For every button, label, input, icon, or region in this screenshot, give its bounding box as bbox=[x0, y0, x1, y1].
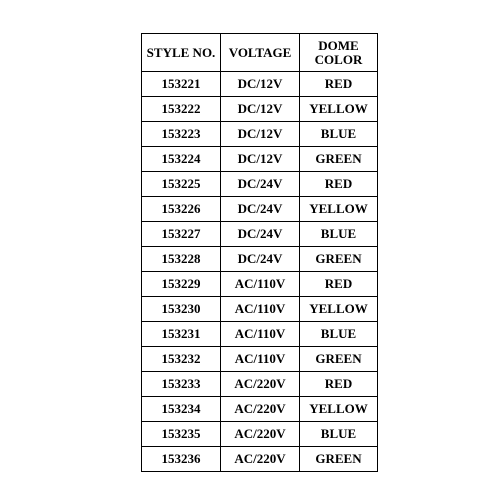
style-no-cell: 153222 bbox=[142, 97, 221, 122]
dome-color-cell: BLUE bbox=[300, 322, 378, 347]
style-no-cell: 153223 bbox=[142, 122, 221, 147]
table-body bbox=[142, 72, 378, 472]
style-no-cell: 153221 bbox=[142, 72, 221, 97]
table-row bbox=[142, 397, 378, 422]
voltage-cell: DC/24V bbox=[221, 197, 300, 222]
dome-color-cell: YELLOW bbox=[300, 397, 378, 422]
table-header bbox=[142, 34, 378, 72]
style-no-cell: 153231 bbox=[142, 322, 221, 347]
dome-color-cell: GREEN bbox=[300, 147, 378, 172]
header-dome-color-line2: COLOR bbox=[314, 51, 363, 67]
style-no-cell: 153235 bbox=[142, 422, 221, 447]
dome-color-cell: YELLOW bbox=[300, 197, 378, 222]
style-no-cell: 153224 bbox=[142, 147, 221, 172]
voltage-cell: AC/220V bbox=[221, 397, 300, 422]
header-voltage: VOLTAGE bbox=[221, 34, 300, 72]
table-row bbox=[142, 272, 378, 297]
voltage-cell: DC/12V bbox=[221, 147, 300, 172]
voltage-cell: DC/12V bbox=[221, 97, 300, 122]
style-no-cell: 153227 bbox=[142, 222, 221, 247]
table-row bbox=[142, 447, 378, 472]
voltage-cell: AC/220V bbox=[221, 422, 300, 447]
table-row bbox=[142, 222, 378, 247]
table-row bbox=[142, 297, 378, 322]
spec-table bbox=[141, 33, 378, 472]
table-row bbox=[142, 122, 378, 147]
style-no-cell: 153228 bbox=[142, 247, 221, 272]
voltage-cell: AC/220V bbox=[221, 372, 300, 397]
style-no-cell: 153225 bbox=[142, 172, 221, 197]
dome-color-cell: YELLOW bbox=[300, 97, 378, 122]
dome-color-cell: RED bbox=[300, 272, 378, 297]
table-row bbox=[142, 322, 378, 347]
voltage-cell: DC/24V bbox=[221, 172, 300, 197]
dome-color-cell: RED bbox=[300, 72, 378, 97]
header-dome-color bbox=[300, 34, 378, 72]
voltage-cell: AC/110V bbox=[221, 347, 300, 372]
table-row bbox=[142, 172, 378, 197]
table-row bbox=[142, 197, 378, 222]
header-dome-color-line1: DOME bbox=[318, 37, 359, 53]
voltage-cell: AC/110V bbox=[221, 297, 300, 322]
table-row bbox=[142, 72, 378, 97]
header-row bbox=[142, 34, 378, 72]
voltage-cell: DC/12V bbox=[221, 122, 300, 147]
dome-color-cell: BLUE bbox=[300, 122, 378, 147]
voltage-cell: AC/110V bbox=[221, 322, 300, 347]
table-row bbox=[142, 247, 378, 272]
table-row bbox=[142, 422, 378, 447]
table-row bbox=[142, 147, 378, 172]
dome-color-cell: BLUE bbox=[300, 422, 378, 447]
voltage-cell: AC/110V bbox=[221, 272, 300, 297]
dome-color-cell: YELLOW bbox=[300, 297, 378, 322]
voltage-cell: AC/220V bbox=[221, 447, 300, 472]
dome-color-cell: GREEN bbox=[300, 447, 378, 472]
header-style-no: STYLE NO. bbox=[142, 34, 221, 72]
table-row bbox=[142, 347, 378, 372]
style-no-cell: 153236 bbox=[142, 447, 221, 472]
style-no-cell: 153229 bbox=[142, 272, 221, 297]
voltage-cell: DC/24V bbox=[221, 247, 300, 272]
voltage-cell: DC/12V bbox=[221, 72, 300, 97]
dome-color-cell: GREEN bbox=[300, 347, 378, 372]
table-row bbox=[142, 97, 378, 122]
dome-color-cell: BLUE bbox=[300, 222, 378, 247]
style-no-cell: 153226 bbox=[142, 197, 221, 222]
style-no-cell: 153234 bbox=[142, 397, 221, 422]
dome-color-cell: RED bbox=[300, 172, 378, 197]
style-no-cell: 153233 bbox=[142, 372, 221, 397]
dome-color-cell: RED bbox=[300, 372, 378, 397]
dome-color-cell: GREEN bbox=[300, 247, 378, 272]
style-no-cell: 153232 bbox=[142, 347, 221, 372]
voltage-cell: DC/24V bbox=[221, 222, 300, 247]
table-row bbox=[142, 372, 378, 397]
style-no-cell: 153230 bbox=[142, 297, 221, 322]
